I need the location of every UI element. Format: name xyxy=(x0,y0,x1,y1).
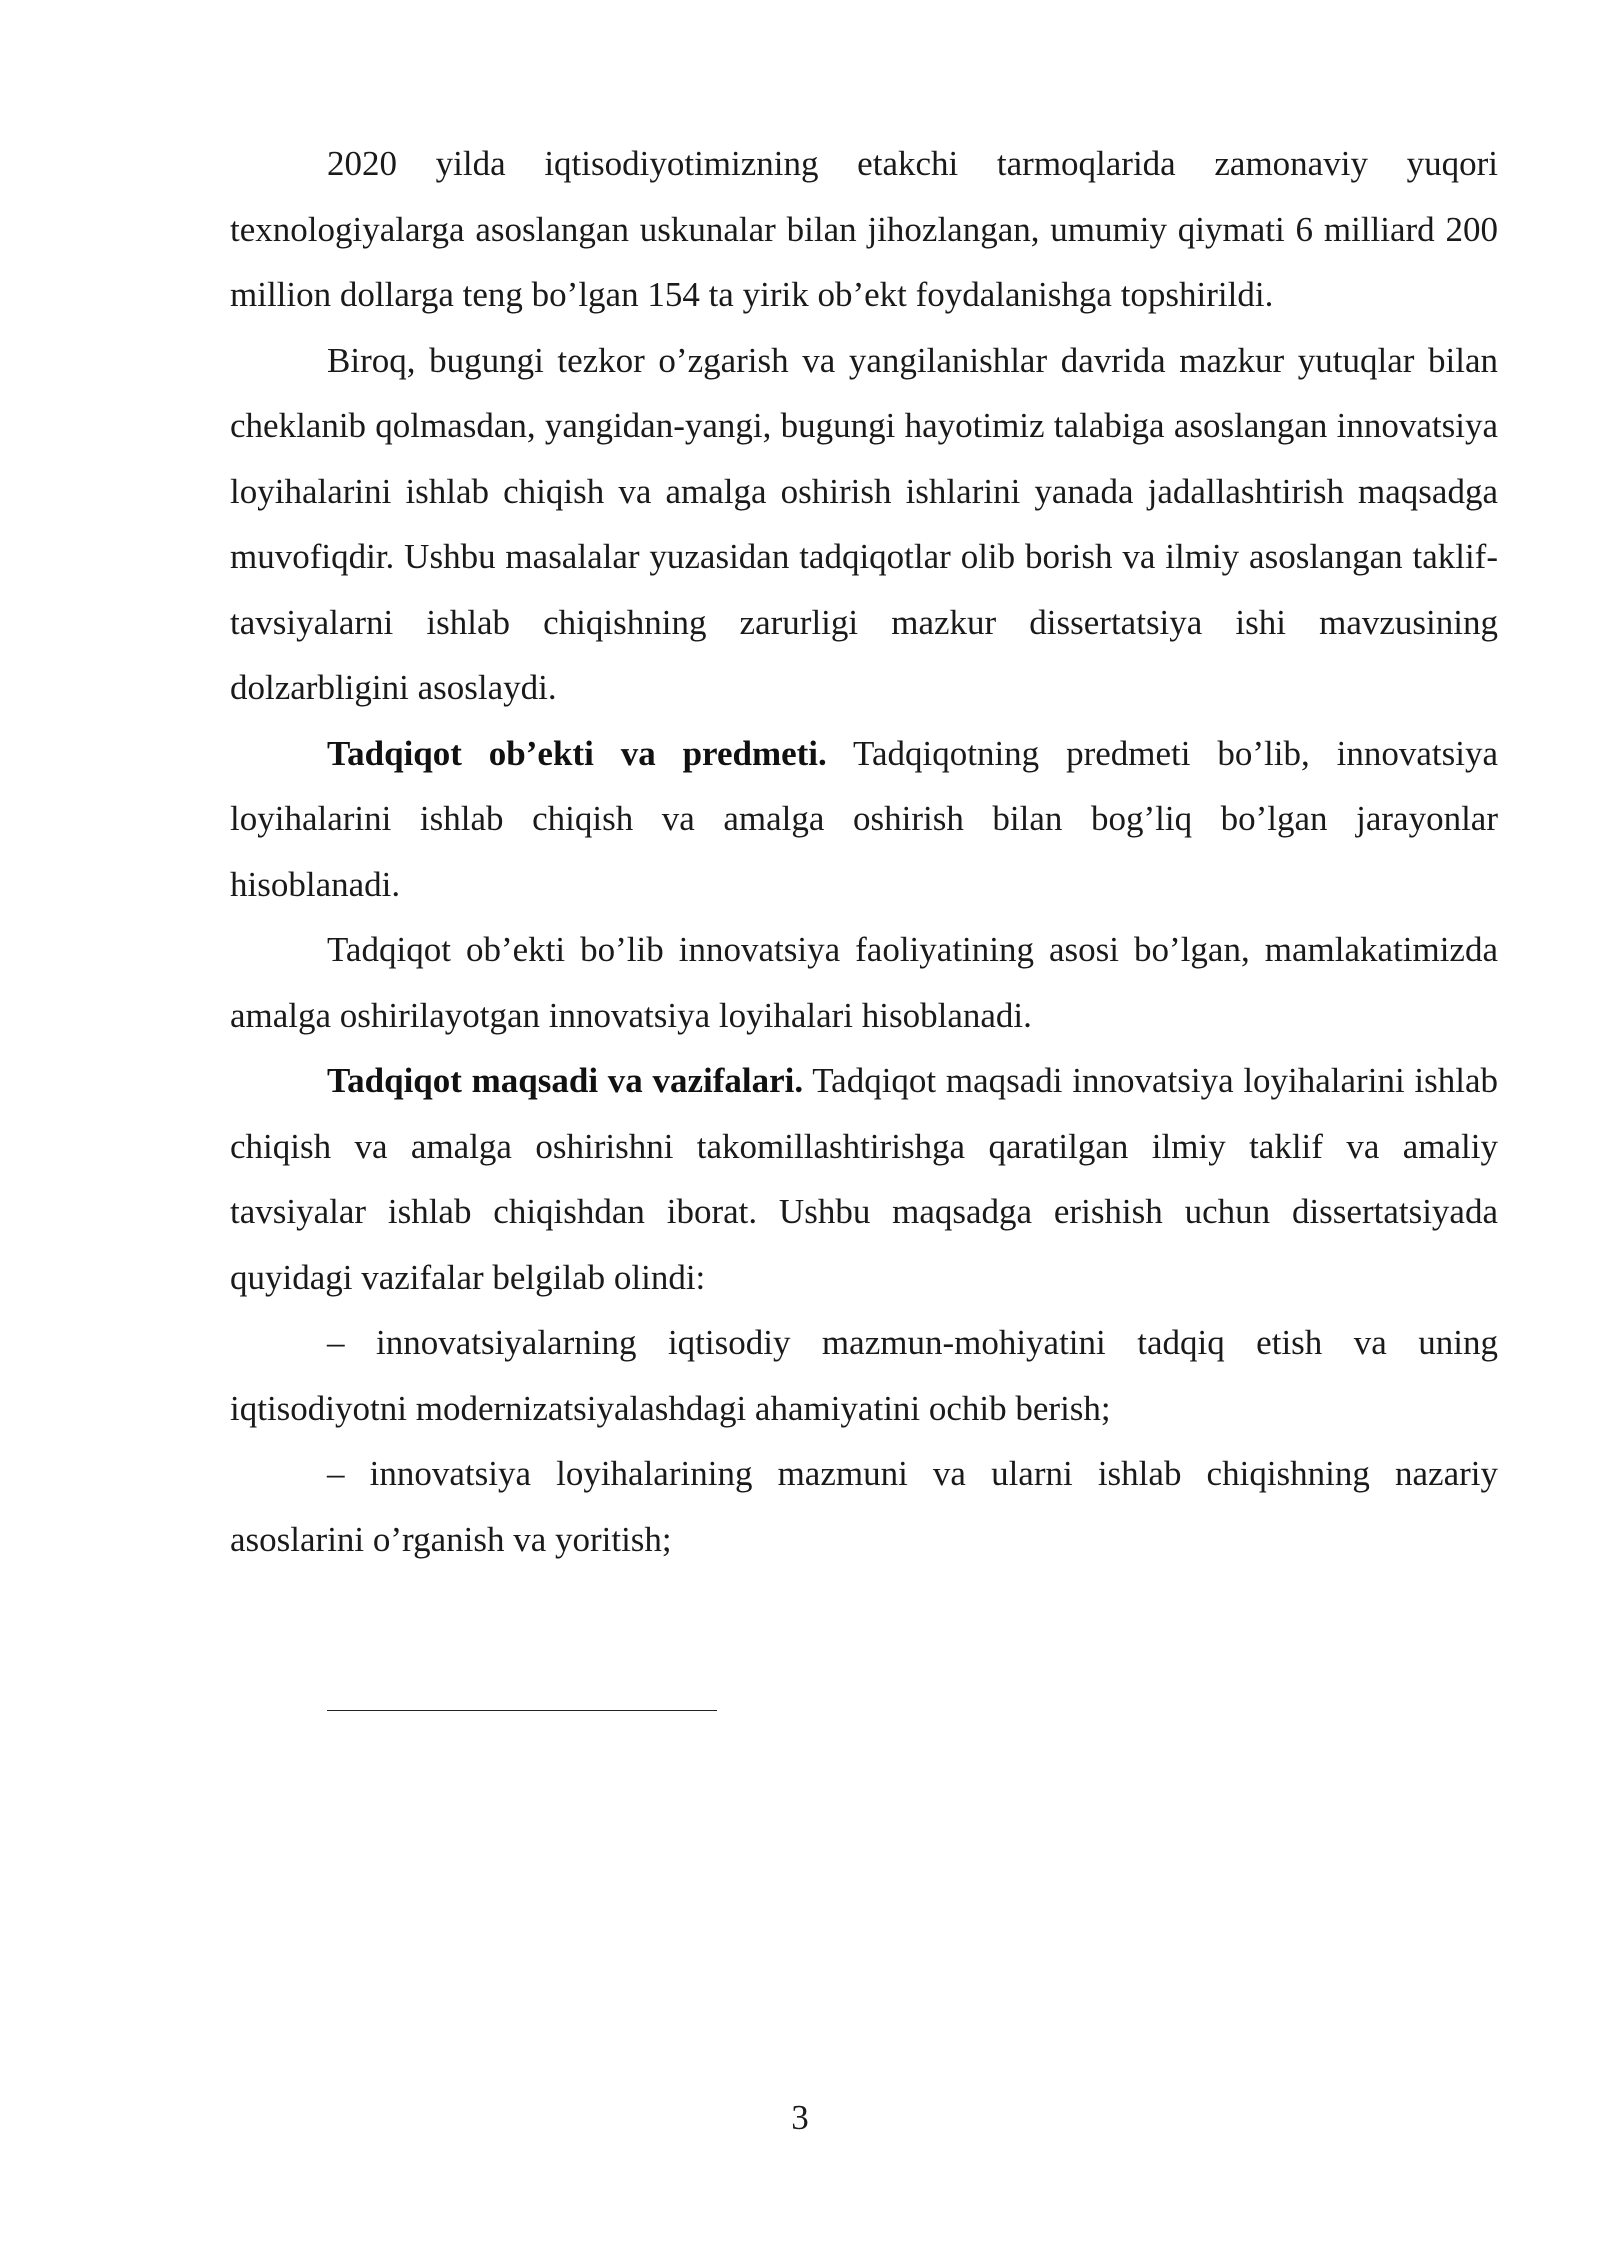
section-heading-object-subject: Tadqiqot ob’ekti va predmeti. xyxy=(327,733,827,773)
list-item-task-2-text: – innovatsiya loyihalarining mazmuni va ularni ishlab chiqishning nazariy asoslarini o’rganish va yoritish; xyxy=(230,1454,1498,1559)
list-item-task-1 xyxy=(230,1310,1498,1441)
paragraph-1 xyxy=(230,131,1498,328)
paragraph-1-text: 2020 yilda iqtisodiyotimizning etakchi tarmoqlarida zamonaviy yuqori texnologiyalarga asoslangan uskunalar bilan jihozlangan, umumiy qiymati 6 milliard 200 million dollarga teng bo’lgan 154 ta yirik ob’ekt foydalanishga topshirildi. xyxy=(230,144,1498,314)
paragraph-4 xyxy=(230,917,1498,1048)
paragraph-2-text: Biroq, bugungi tezkor o’zgarish va yangilanishlar davrida mazkur yutuqlar bilan cheklanib qolmasdan, yangidan-yangi, bugungi hayotimiz talabiga asoslangan innovatsiya loyihalarini ishlab chiqish va amalga oshirish ishlarini yanada jadallashtirish maqsadga muvofiqdir. Ushbu masalalar yuzasidan tadqiqotlar olib borish va ilmiy asoslangan taklif-tavsiyalarni ishlab chiqishning zarurligi mazkur dissertatsiya ishi mavzusining dolzarbligini asoslaydi. xyxy=(230,340,1498,707)
paragraph-4-text: Tadqiqot ob’ekti bo’lib innovatsiya faoliyatining asosi bo’lgan, mamlakatimizda amalga oshirilayotgan innovatsiya loyihalari hisoblanadi. xyxy=(230,930,1498,1035)
page-number: 3 xyxy=(791,2098,809,2137)
paragraph-2 xyxy=(230,328,1498,721)
list-item-task-2 xyxy=(230,1441,1498,1572)
paragraph-3 xyxy=(230,721,1498,918)
paragraph-5 xyxy=(230,1048,1498,1310)
document-body xyxy=(230,131,1498,1572)
section-heading-goal-tasks: Tadqiqot maqsadi va vazifalari. xyxy=(327,1061,804,1100)
footnote-separator xyxy=(327,1710,717,1711)
paragraph-5-text: Tadqiqot maqsadi innovatsiya loyihalarini ishlab chiqish va amalga oshirishni takomillashtirishga qaratilgan ilmiy taklif va amaliy tavsiyalar ishlab chiqishdan iborat. Ushbu maqsadga erishish uchun dissertatsiyada quyidagi vazifalar belgilab olindi: xyxy=(230,1061,1498,1297)
list-item-task-1-text: – innovatsiyalarning iqtisodiy mazmun-mohiyatini tadqiq etish va uning iqtisodiyotni modernizatsiyalashdagi ahamiyatini ochib berish; xyxy=(230,1323,1498,1428)
paragraph-3-text: Tadqiqotning predmeti bo’lib, innovatsiya loyihalarini ishlab chiqish va amalga oshirish bilan bog’liq bo’lgan jarayonlar hisoblanadi. xyxy=(230,733,1498,904)
